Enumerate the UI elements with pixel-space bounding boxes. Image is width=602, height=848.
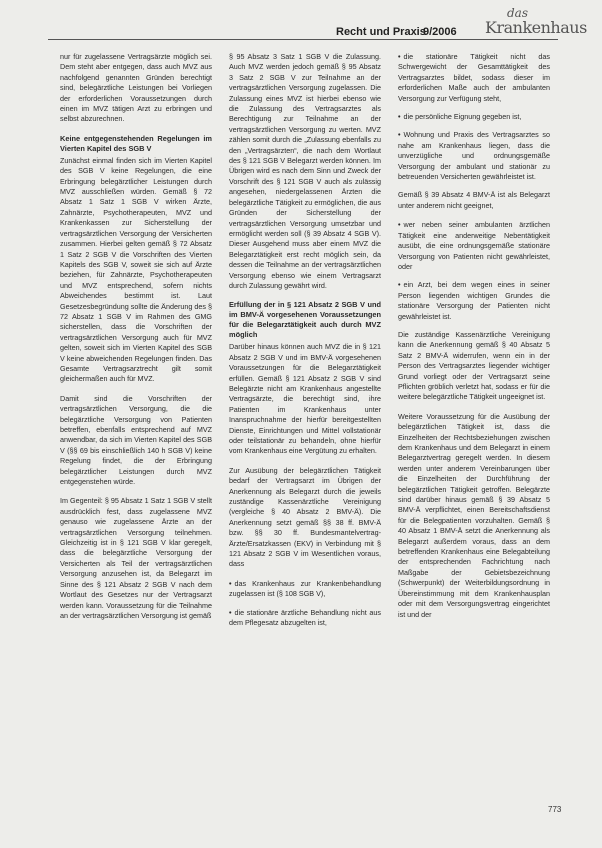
paragraph: Zunächst einmal finden sich im Vierten Kapitel des SGB V keine Regelungen, die eine Erbringung belegärztlicher Leistungen durch MVZ ausschließen würden. Gemäß § 72 Absatz 1 Satz 1 SGB V wirken Ärzte, Zahnärzte, Psychotherapeuten, MVZ und Krankenkassen zur Sicherstellung der vertragsärztlichen Versorgung der Versicherten zusammen. Hierbei gelten gemäß § 72 Absatz 1 Satz 2 SGB V die Vorschriften des Vierten Kapitels des SGB V, soweit sie sich auf Ärzte beziehen, für Zahnärzte, Psychotherapeuten und MVZ entsprechend, sofern nichts Abweichendes bestimmt ist. Laut Gesetzesbegründung sollte die Änderung des § 72 Absatz 1 SGB V im Rahmen des GMG sicherstellen, dass die Vorschriften der vertragsärztlichen Versorgung auch für MVZ gelten, soweit sich im Vierten Kapitel des SGB V keine abweichenden Regelungen finden. Das Gesamte Vertragsarztrecht gilt somit gleichermaßen auch für MVZ. [60,155,212,384]
list-item: • Wohnung und Praxis des Vertragsarztes so nahe am Krankenhaus liegen, dass die unverzügliche und ordnungsgemäße Versorgung der ambulant und stationär zu betreuenden Versicherten gewährleistet ist. [398,130,550,182]
list-item: • wer neben seiner ambulanten ärztlichen Tätigkeit eine anderweitige Nebentätigkeit ausübt, die eine ordnungsgemäße stationäre Versorgung von Patienten nicht gewährleistet, oder [398,220,550,271]
paragraph: Die zuständige Kassenärztliche Vereinigung kann die Anerkennung gemäß § 40 Absatz 5 Satz 2 BMV-Ä widerrufen, wenn ein in der Person des Vertragsarztes liegender wichtiger Grund vorliegt oder der Vertragsarzt seine Pflichten gröblich verletzt hat, sodass er für die weitere belegärztliche Tätigkeit ungeeignet ist. [398,329,550,402]
paragraph: Damit sind die Vorschriften der vertragsärztlichen Versorgung, die die belegärztliche Versorgung von Patienten betreffen, ebenfalls entsprechend auf MVZ anwendbar, da sich im Vierten Kapitel des SGB V (§§ 69 bis einschließlich 140 h SGB V) keine Regelung findet, die der Erbringung belegärztlicher Leistungen durch MVZ entgegenstehen würde. [60,393,212,487]
paragraph: Gemäß § 39 Absatz 4 BMV-Ä ist als Belegarzt unter anderem nicht geeignet, [398,190,550,210]
bullet-icon: • [398,130,401,140]
bullet-icon: • [398,220,401,230]
page-number: 773 [548,805,562,814]
paragraph: Weitere Voraussetzung für die Ausübung der belegärztlichen Tätigkeit ist, dass die Einzelheiten der Rechtsbeziehungen zwischen dem Krankenhaus und dem Belegarzt in einem Belegarztvertrag geregelt werden. In diesem werden unter anderem Vereinbarungen über die Einzelheiten der Durchführung der belegärztlichen Tätigkeit getroffen. Belegärzte sind darüber hinaus gemäß § 39 Absatz 5 BMV-Ä verpflichtet, einen Bereitschaftsdienst für die Belegpatienten vorzuhalten. Gemäß § 40 Absatz 1 BMV-Ä setzt die Anerkennung als Belegarzt außerdem voraus, dass an dem betreffenden Krankenhaus eine Belegabteilung der entsprechenden Fachrichtung nach Maßgabe der Gebietsbezeichnung (Schwerpunkt) der Weiterbildungsordnung in Übereinstimmung mit dem Krankenhausplan oder mit dem Versorgungsvertrag eingerichtet ist und der [398,411,550,619]
list-item: • die stationäre ärztliche Behandlung nicht aus dem Pflegesatz abzugelten ist, [229,607,381,628]
subheading: Keine entgegenstehenden Regelungen im Vierten Kapitel des SGB V [60,133,212,153]
paragraph: Im Gegenteil: § 95 Absatz 1 Satz 1 SGB V stellt ausdrücklich fest, dass zugelassene MVZ genauso wie zugelassene Ärzte an der vertragsärztlichen Versorgung teilnehmen. Gleichzeitig ist in § 121 SGB V klar geregelt, dass die belegärztliche Versorgung der Versicherten als Teil der vertragsärztlichen Versorgung anzusehen ist, da Belegarzt im Sinne des § 121 Absatz 2 SGB V nach dem Wortlaut des Gesetzes nur der Vertragsarzt werden kann. Voraussetzung für die Teilnahme an der vertragsärztlichen Versorgung ist gemäß [60,496,212,620]
list-item: • die persönliche Eignung gegeben ist, [398,112,522,122]
issue-number: 9/2006 [423,26,457,38]
bullet-icon: • [398,52,401,61]
paragraph: Zur Ausübung der belegärztlichen Tätigkeit bedarf der Vertragsarzt im Übrigen der Anerkennung als Belegarzt durch die jeweils zuständige Kassenärztliche Vereinigung (vergleiche § 40 Absatz 2 BMV-Ä). Die Anerkennung setzt gemäß §§ 38 ff. BMV-Ä bzw. §§ 30 ff. Bundesmantelvertrag-Ärzte/Ersatzkassen (EKV) in Verbindung mit § 121 Absatz 2 SGB V im Wesentlichen voraus, dass [229,465,381,569]
logo-krankenhaus: Krankenhaus [485,18,587,37]
bullet-icon: • [229,607,232,617]
bullet-icon: • [398,280,401,290]
list-item: • das Krankenhaus zur Krankenbehandlung zugelassen ist (§ 108 SGB V), [229,578,381,599]
text-column-2 [229,52,381,637]
header-rule [48,39,558,40]
paragraph: Darüber hinaus können auch MVZ die in § 121 Absatz 2 SGB V und im BMV-Ä vorgesehenen Voraussetzungen für die Belegarztätigkeit erfüllen. Gemäß § 121 Absatz 2 SGB V sind Belegärzte nicht am Krankenhaus angestellte Vertragsärzte, die berechtigt sind, ihre Patienten im Krankenhaus unter Inanspruchnahme der hierfür bereitgestellten Dienste, Einrichtungen und Mittel vollstationär oder teilstationär zu behandeln, ohne hierfür vom Krankenhaus eine Vergütung zu erhalten. [229,342,381,456]
magazine-logo [485,6,585,42]
text-column-1 [60,52,212,630]
logo-das: das [507,6,528,20]
subheading: Erfüllung der in § 121 Absatz 2 SGB V und im BMV-Ä vorgesehenen Voraussetzungen für die Belegarztätigkeit auch durch MVZ möglich [229,300,381,340]
page-header [0,0,602,44]
bullet-icon: • [398,112,401,122]
section-title: Recht und Praxis [336,26,426,38]
paragraph: § 95 Absatz 3 Satz 1 SGB V die Zulassung. Auch MVZ werden jedoch gemäß § 95 Absatz 3 Satz 2 SGB V zur Teilnahme an der vertragsärztlichen Versorgung zugelassen. Die Zulassung eines MVZ ist hierbei ebenso wie die Zulassung des Vertragsarztes als Berechtigung zur Teilnahme an der vertragsärztlichen Versorgung zu werten. MVZ zählen somit durch die „Zulassung ebenfalls zu den „Vertragsärzten“, die nach dem Wortlaut des § 121 SGB V Belegarzt werden können. Im Übrigen wird es nach dem Sinn und Zweck der Vorschrift des § 121 SGB V auch als zulässig angesehen, niedergelassenen Ärzten die belegärztliche Tätigkeit zu ermöglichen, die aus Gründen der Sicherstellung der vertragsärztlichen Versorgung umsetzbar und ermöglicht werden soll (§ 39 Absatz 4 SGB V). Dieser Ausgehend muss aber einem MVZ die Belegarztätigkeit erst recht möglich sein, da dessen die Teilnahme an der vertragsärztlichen Versorgung ebenso wie einem Vertragsarzt durch Zulassung gewährt wird. [229,52,381,290]
list-item: • die stationäre Tätigkeit nicht das Schwergewicht der Gesamttätigkeit des Vertragsarztes bildet, sodass dieser im erforderlichen Maße auch der ambulanten Versorgung zur Verfügung steht, [398,52,550,103]
bullet-icon: • [229,578,232,588]
list-item: • ein Arzt, bei dem wegen eines in seiner Person liegenden wichtigen Grundes die stationäre Versorgung der Patienten nicht gewährleistet ist. [398,280,550,321]
text-column-3 [398,52,550,629]
paragraph: nur für zugelassene Vertragsärzte möglich sei. Dem steht aber entgegen, dass auch MVZ aus nachfolgend genannten Gründen berechtigt sind, belegärztliche Leistungen bei Vorliegen der erforderlichen Voraussetzungen durch einen im MVZ tätigen Arzt zu erbringen und selbst abzurechnen. [60,52,212,124]
